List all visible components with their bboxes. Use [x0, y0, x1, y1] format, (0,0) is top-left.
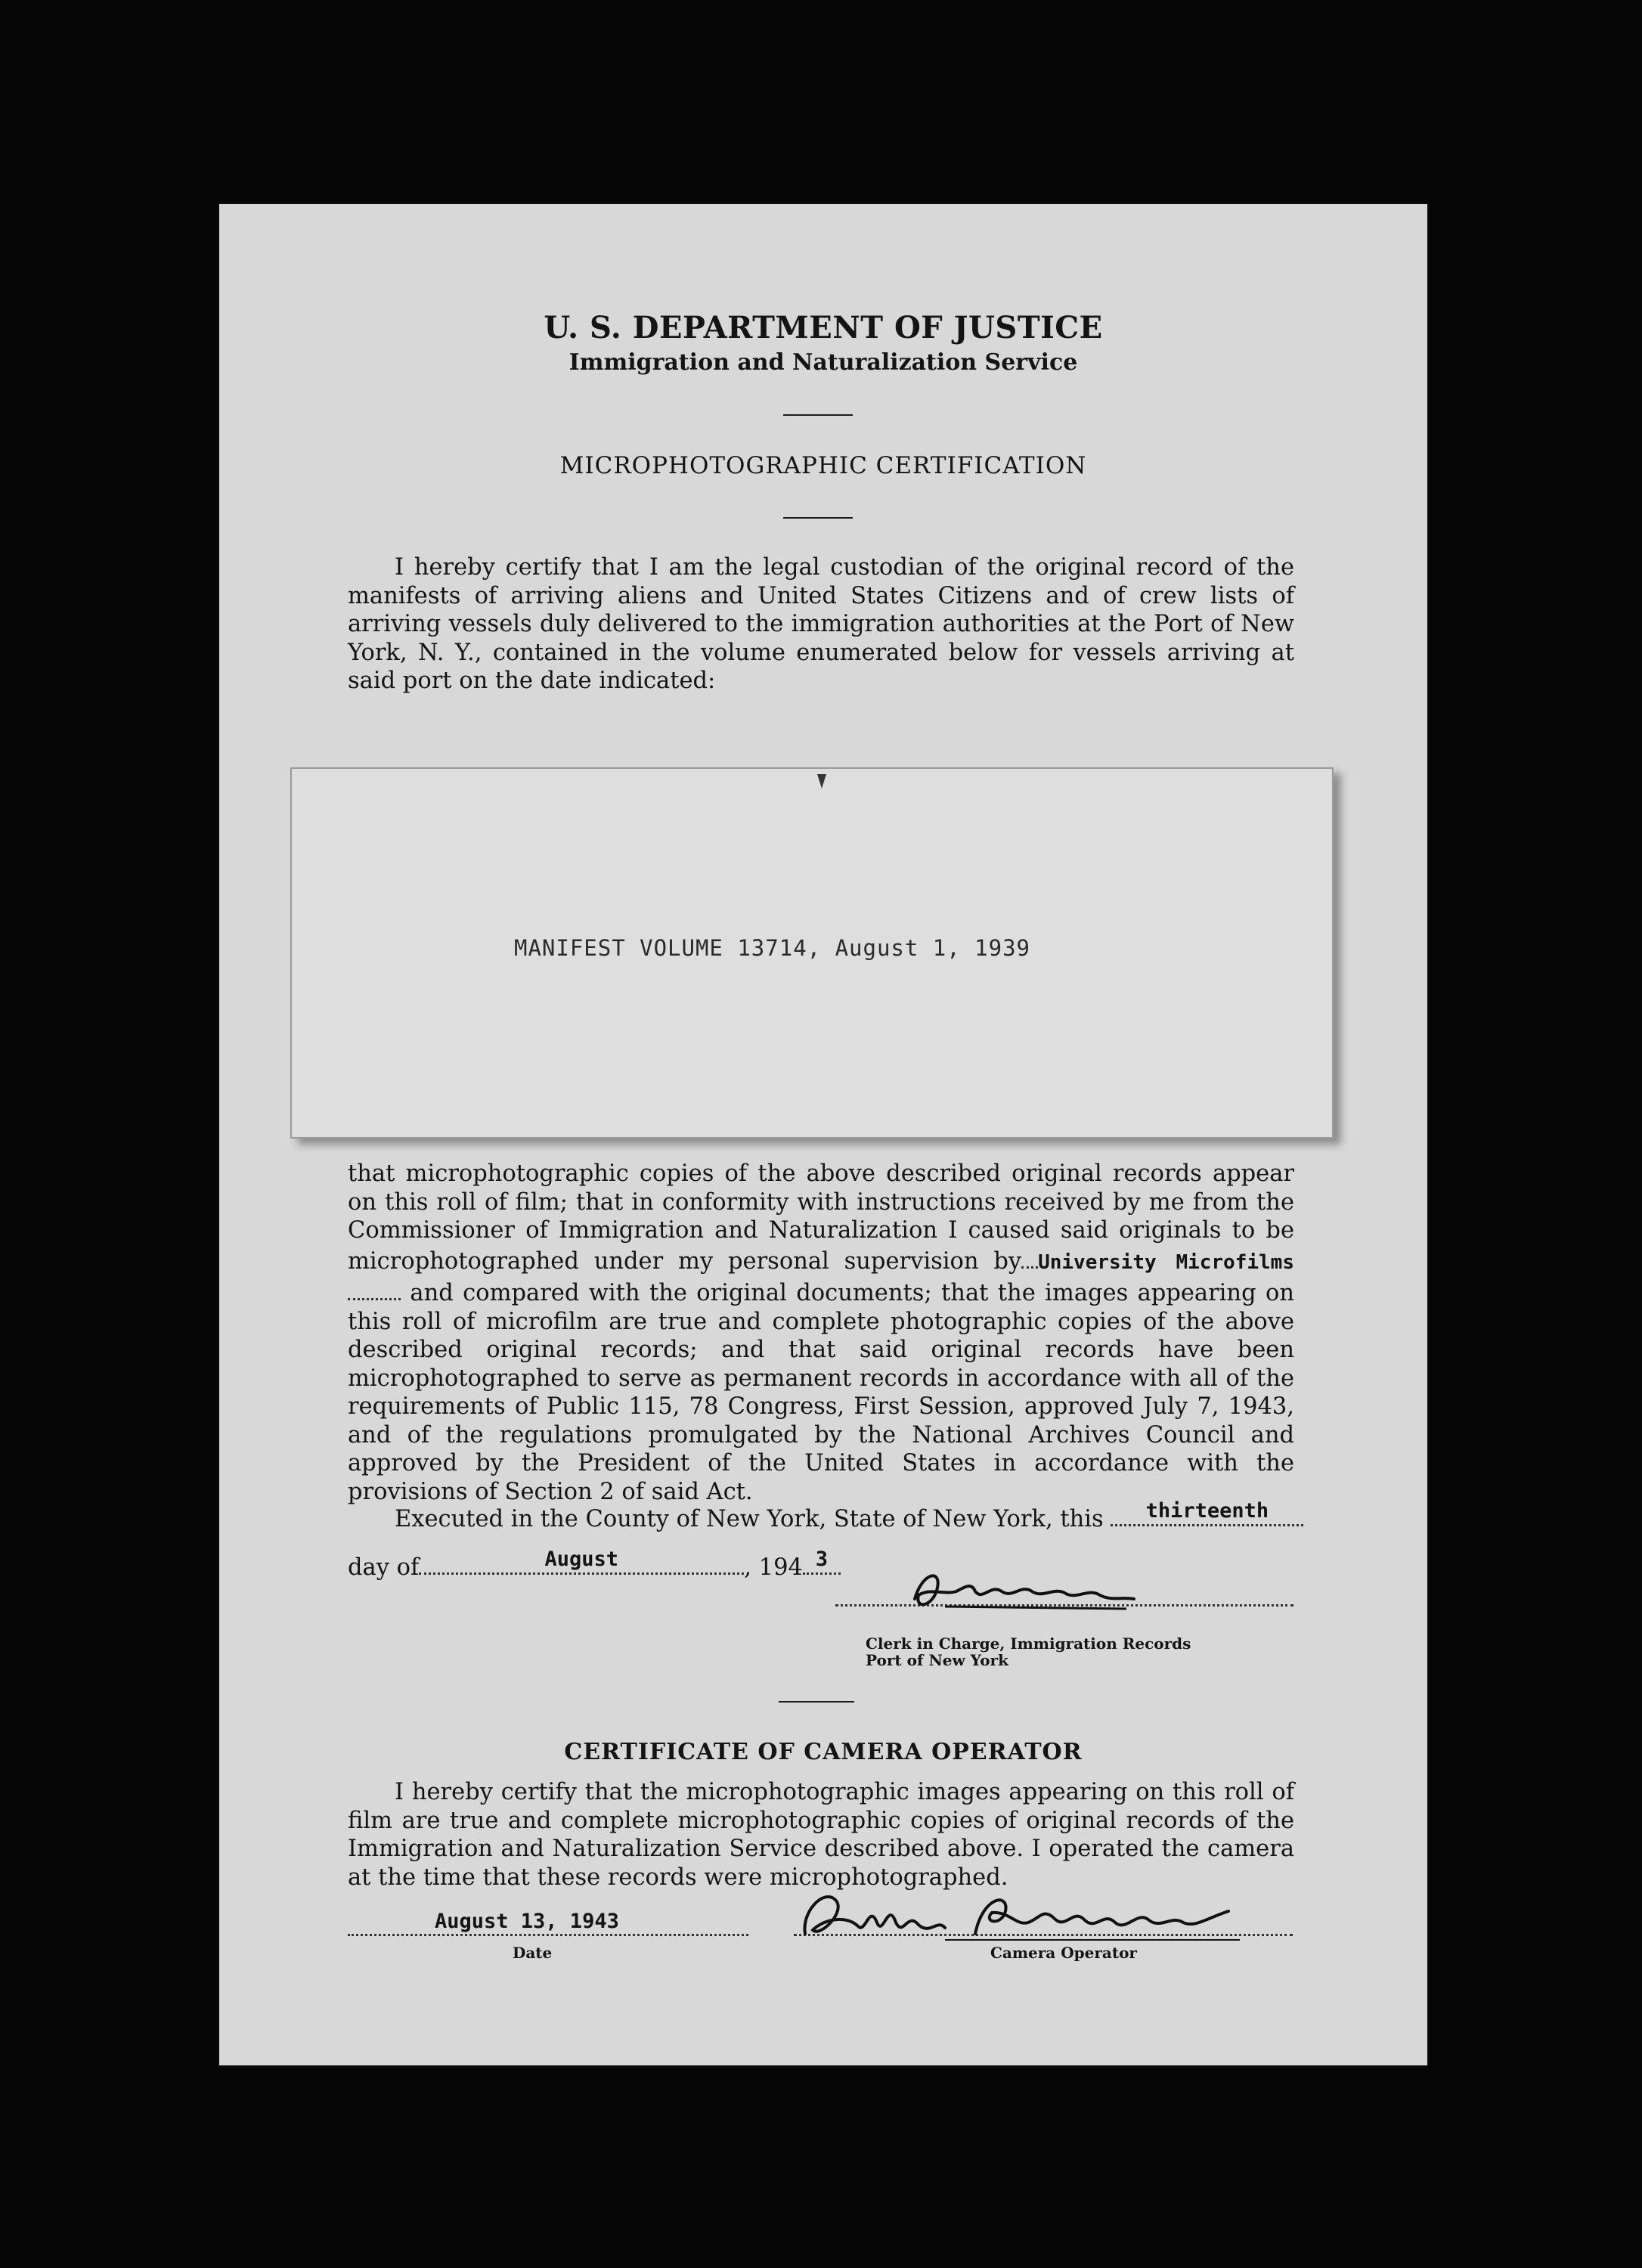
camera-operator-caption: Camera Operator — [990, 1944, 1137, 1962]
divider — [783, 414, 853, 416]
executed-month-value: August — [544, 1548, 619, 1571]
day-of-line — [348, 1548, 841, 1581]
date-caption: Date — [513, 1944, 553, 1962]
clerk-caption-line-1: Clerk in Charge, Immigration Records — [866, 1634, 1191, 1653]
date-line — [348, 1934, 748, 1936]
year-prefix: , 194 — [744, 1554, 803, 1581]
camera-operator-signature — [794, 1881, 1247, 1949]
executed-month-blank — [419, 1548, 744, 1575]
certificate-page — [219, 204, 1427, 2065]
staple-mark-icon — [816, 773, 827, 790]
camera-operator-text: I hereby certify that the microphotographic images appearing on this roll of film are true and complete microphotographic copies of original records of the Immigration and Naturalization Service described above. I operated the camera at the time that these records were microphotographed. — [348, 1779, 1294, 1891]
camera-operator-title: CERTIFICATE OF CAMERA OPERATOR — [564, 1739, 1083, 1765]
clerk-caption — [866, 1635, 1191, 1668]
certification-intro: I hereby certify that I am the legal custodian of the original record of the manifests of arriving aliens and United States Citizens and of crew lists of arriving vessels duly delivered to the immigration authorities at the Port of New York, N. Y., contained in the volume enumerated below for vessels arriving at said port on the date indicated: — [348, 554, 1294, 694]
year-digit-value: 3 — [815, 1548, 829, 1571]
dotted-leader — [1021, 1245, 1038, 1269]
operator-date-value: August 13, 1943 — [435, 1910, 619, 1933]
year-blank — [803, 1548, 841, 1575]
manifest-volume-label: MANIFEST VOLUME 13714, August 1, 1939 — [514, 935, 1031, 961]
day-of-label: day of — [348, 1554, 420, 1581]
dotted-leader — [348, 1277, 401, 1300]
clerk-caption-line-2: Port of New York — [866, 1651, 1008, 1669]
agency-heading: U. S. DEPARTMENT OF JUSTICE — [544, 310, 1103, 345]
divider — [779, 1701, 854, 1703]
photographed-by-value: University Microfilms — [1038, 1250, 1294, 1274]
executed-prefix: Executed in the County of New York, State of New York, this — [395, 1506, 1104, 1532]
executed-day-value: thirteenth — [1145, 1499, 1269, 1523]
body-text-before: that microphotographic copies of the above described original records appear on this roll of film; that in conformity with instructions received by me from the Commissioner of Immigration and Naturalization I caused said originals to be microphotographed under my personal supervision by — [348, 1160, 1294, 1275]
body-text-after: and compared with the original documents; that the images appearing on this roll of microfilm are true and complete photographic copies of the above described original records; and that said original records have been microphotographed to serve as permanent records in accordance with all of the requirements of Public 115, 78 Congress, First Session, approved July 7, 1943, and of the regulations promulgated by the National Archives Council and approved by the President of the United States in accordance with the provisions of Section 2 of said Act. — [348, 1280, 1294, 1505]
executed-day-blank — [1111, 1499, 1303, 1526]
certification-body — [348, 1160, 1294, 1506]
document-title: MICROPHOTOGRAPHIC CERTIFICATION — [559, 452, 1087, 479]
executed-line — [395, 1499, 1303, 1532]
manifest-volume-card — [290, 767, 1334, 1139]
service-subheading: Immigration and Naturalization Service — [569, 349, 1078, 376]
clerk-signature — [900, 1565, 1142, 1618]
divider — [783, 517, 853, 519]
